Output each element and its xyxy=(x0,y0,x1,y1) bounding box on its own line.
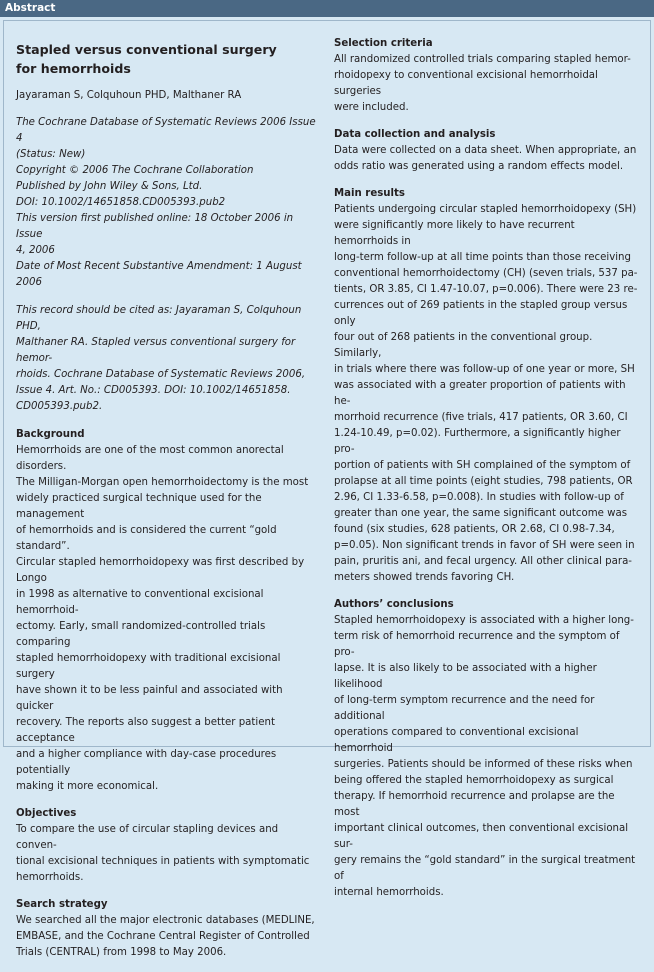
body-line: tional excisional techniques in patients with symptomatic xyxy=(16,856,310,867)
body-line: rhoidopexy to conventional excisional hemorrhoidal surgeries xyxy=(334,70,598,97)
body-line: ectomy. Early, small randomized-controlled trials comparing xyxy=(16,621,266,648)
body-line: internal hemorrhoids. xyxy=(334,887,444,898)
body-line: important clinical outcomes, then conventional excisional sur- xyxy=(334,823,629,850)
section-selection-criteria xyxy=(334,36,640,116)
section-body xyxy=(16,913,316,961)
body-line: greater than one year, the same significant outcome was xyxy=(334,508,628,519)
body-line: All randomized controlled trials comparing stapled hemor- xyxy=(334,54,631,65)
publication-info-line: (Status: New) xyxy=(16,149,86,160)
section-heading: Authors’ conclusions xyxy=(334,599,454,610)
body-line: Circular stapled hemorrhoidopexy was first described by Longo xyxy=(16,557,305,584)
section-objectives xyxy=(16,806,316,886)
body-line: The Milligan-Morgan open hemorrhoidectomy is the most xyxy=(16,477,309,488)
section-heading: Background xyxy=(16,429,85,440)
section-heading: Objectives xyxy=(16,808,77,819)
section-heading: Main results xyxy=(334,188,405,199)
section-authors-conclusions xyxy=(334,597,640,901)
body-line: Trials (CENTRAL) from 1998 to May 2006. xyxy=(16,947,227,958)
body-line: Patients undergoing circular stapled hemorrhoidopexy (SH) xyxy=(334,204,637,215)
body-line: meters showed trends favoring CH. xyxy=(334,572,515,583)
article-title-line-1: Stapled versus conventional surgery xyxy=(16,42,277,57)
body-line: Data were collected on a data sheet. When appropriate, an xyxy=(334,145,637,156)
body-line: in trials where there was follow-up of one year or more, SH xyxy=(334,364,635,375)
section-body xyxy=(334,202,640,586)
body-line: hemorrhoids. xyxy=(16,872,84,883)
publication-info-line: Published by John Wiley & Sons, Ltd. xyxy=(16,181,203,192)
body-line: making it more economical. xyxy=(16,781,159,792)
body-line: lapse. It is also likely to be associated with a higher likelihood xyxy=(334,663,597,690)
section-body xyxy=(334,613,640,901)
body-line: widely practiced surgical technique used for the management xyxy=(16,493,262,520)
publication-info-line: 4, 2006 xyxy=(16,245,55,256)
body-line: have shown it to be less painful and associated with quicker xyxy=(16,685,283,712)
body-line: found (six studies, 628 patients, OR 2.68, CI 0.98-7.34, xyxy=(334,524,615,535)
body-line: odds ratio was generated using a random effects model. xyxy=(334,161,624,172)
section-body xyxy=(16,443,316,795)
article-title-line-2: for hemorrhoids xyxy=(16,61,131,76)
publication-info-line: This version first published online: 18 October 2006 in Issue xyxy=(16,213,294,240)
section-heading: Selection criteria xyxy=(334,38,433,49)
body-line: operations compared to conventional excisional hemorrhoid xyxy=(334,727,579,754)
section-heading: Data collection and analysis xyxy=(334,129,496,140)
body-line: morrhoid recurrence (five trials, 417 patients, OR 3.60, CI xyxy=(334,412,628,423)
body-line: in 1998 as alternative to conventional excisional hemorrhoid- xyxy=(16,589,264,616)
body-line: Stapled hemorrhoidopexy is associated with a higher long- xyxy=(334,615,634,626)
citation-info xyxy=(16,303,316,415)
publication-info-line: DOI: 10.1002/14651858.CD005393.pub2 xyxy=(16,197,226,208)
body-line: term risk of hemorrhoid recurrence and the symptom of pro- xyxy=(334,631,620,658)
body-line: 2.96, CI 1.33-6.58, p=0.008). In studies with follow-up of xyxy=(334,492,624,503)
body-line: therapy. If hemorrhoid recurrence and prolapse are the most xyxy=(334,791,615,818)
body-line: conventional hemorrhoidectomy (CH) (seven trials, 537 pa- xyxy=(334,268,638,279)
section-body xyxy=(334,143,640,175)
section-data-collection xyxy=(334,127,640,175)
section-search-strategy xyxy=(16,897,316,961)
body-line: tients, OR 3.85, CI 1.47-10.07, p=0.006). There were 23 re- xyxy=(334,284,638,295)
publication-info-line: Copyright © 2006 The Cochrane Collaboration xyxy=(16,165,254,176)
body-line: p=0.05). Non significant trends in favor of SH were seen in xyxy=(334,540,635,551)
body-line: was associated with a greater proportion of patients with he- xyxy=(334,380,626,407)
abstract-header-label: Abstract xyxy=(5,2,56,14)
body-line: being offered the stapled hemorrhoidopexy as surgical xyxy=(334,775,614,786)
section-background xyxy=(16,427,316,795)
body-line: surgeries. Patients should be informed of these risks when xyxy=(334,759,633,770)
article-title xyxy=(16,40,316,78)
body-line: and a higher compliance with day-case procedures potentially xyxy=(16,749,277,776)
left-column xyxy=(16,36,316,972)
body-line: prolapse at all time points (eight studies, 798 patients, OR xyxy=(334,476,633,487)
section-main-results xyxy=(334,186,640,586)
citation-line: Issue 4. Art. No.: CD005393. DOI: 10.1002/14651858. xyxy=(16,385,291,396)
body-line: We searched all the major electronic databases (MEDLINE, xyxy=(16,915,315,926)
publication-info-line: Date of Most Recent Substantive Amendment: 1 August 2006 xyxy=(16,261,302,288)
publication-info xyxy=(16,115,316,291)
body-line: gery remains the “gold standard” in the surgical treatment of xyxy=(334,855,636,882)
body-line: were significantly more likely to have recurrent hemorrhoids in xyxy=(334,220,575,247)
citation-line: CD005393.pub2. xyxy=(16,401,103,412)
body-line: recovery. The reports also suggest a better patient acceptance xyxy=(16,717,275,744)
citation-line: Malthaner RA. Stapled versus conventional surgery for hemor- xyxy=(16,337,296,364)
body-line: pain, pruritis ani, and fecal urgency. All other clinical para- xyxy=(334,556,632,567)
citation-line: This record should be cited as: Jayaraman S, Colquhoun PHD, xyxy=(16,305,302,332)
article-authors: Jayaraman S, Colquhoun PHD, Malthaner RA xyxy=(16,90,242,101)
body-line: of long-term symptom recurrence and the need for additional xyxy=(334,695,595,722)
section-body xyxy=(334,52,640,116)
abstract-header-bar xyxy=(0,0,654,17)
body-line: were included. xyxy=(334,102,409,113)
citation-line: rhoids. Cochrane Database of Systematic Reviews 2006, xyxy=(16,369,306,380)
body-line: long-term follow-up at all time points than those receiving xyxy=(334,252,631,263)
body-line: four out of 268 patients in the conventional group. Similarly, xyxy=(334,332,593,359)
publication-info-line: The Cochrane Database of Systematic Reviews 2006 Issue 4 xyxy=(16,117,316,144)
body-line: EMBASE, and the Cochrane Central Register of Controlled xyxy=(16,931,310,942)
right-column xyxy=(334,36,640,912)
section-body xyxy=(16,822,316,886)
body-line: stapled hemorrhoidopexy with traditional excisional surgery xyxy=(16,653,281,680)
body-line: of hemorrhoids and is considered the current “gold standard”. xyxy=(16,525,277,552)
body-line: To compare the use of circular stapling devices and conven- xyxy=(16,824,279,851)
body-line: Hemorrhoids are one of the most common anorectal disorders. xyxy=(16,445,284,472)
section-heading: Search strategy xyxy=(16,899,108,910)
body-line: currences out of 269 patients in the stapled group versus only xyxy=(334,300,628,327)
body-line: portion of patients with SH complained of the symptom of xyxy=(334,460,631,471)
body-line: 1.24-10.49, p=0.02). Furthermore, a significantly higher pro- xyxy=(334,428,621,455)
